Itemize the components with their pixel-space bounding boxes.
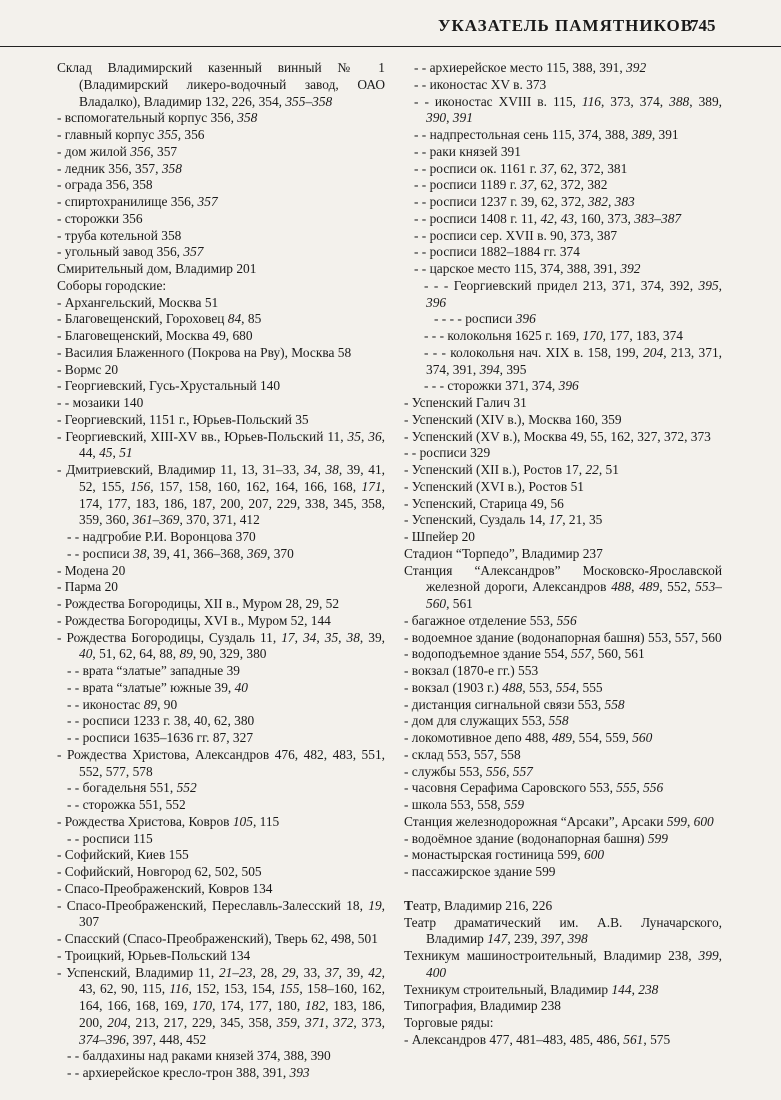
index-entry: - Софийский, Киев 155 [57,847,189,863]
index-entry: - Вормс 20 [57,361,119,377]
index-entry: - - царское место 115, 374, 388, 391, 392 [414,261,641,276]
index-entry: - службы 553, 556, 557 [404,763,533,779]
index-entry: Типография, Владимир 238 [404,998,562,1014]
index-entry: Техникум строительный, Владимир 144, 238 [404,981,659,997]
index-entry: - Георгиевский, 1151 г., Юрьев-Польский 35 [57,411,309,427]
index-entry: - - мозаики 140 [57,395,144,410]
index-entry: - вокзал (1903 г.) 488, 553, 554, 555 [404,679,603,695]
running-header [0,14,781,47]
index-entry: - водоемное здание (водонапорная башня) 553, 557, 560 [404,629,722,645]
index-entry: - пассажирское здание 599 [404,864,556,879]
index-entry: Склад Владимирский казенный винный № 1 (Владимирский ликеро-водочный завод, ОАО Владалко), Владимир 132, 226, 354, 355–358 [57,60,385,109]
index-entry: Торговые ряды: [404,1015,494,1030]
index-entry: - Троицкий, Юрьев-Польский 134 [57,947,251,963]
index-entry: - - - - росписи 396 [434,311,536,327]
index-entry: - ограда 356, 358 [57,177,153,193]
index-entry: - Успенский, Старица 49, 56 [404,495,564,511]
index-entry: - - балдахины над раками князей 374, 388, 390 [67,1048,331,1064]
index-entry: - - архиерейское кресло-трон 388, 391, 393 [67,1065,310,1080]
index-entry: - - росписи 1237 г. 39, 62, 372, 382, 383 [414,194,635,209]
index-entry: - - сторожка 551, 552 [67,797,186,812]
index-entry: Театр драматический им. А.В. Луначарского, Владимир 147, 239, 397, 398 [404,914,722,947]
index-entry: - - - колокольня 1625 г. 169, 170, 177, 183, 374 [424,328,683,343]
index-entry: - Успенский (XII в.), Ростов 17, 22, 51 [404,462,619,477]
index-entry: - - росписи ок. 1161 г. 37, 62, 372, 381 [414,160,628,176]
index-entry: - Успенский (XVI в.), Ростов 51 [404,478,584,494]
index-entry: - часовня Серафима Саровского 553, 555, 556 [404,780,664,796]
index-entry: - водоёмное здание (водонапорная башня) 599 [404,830,668,846]
index-entry: - - иконостас XVIII в. 115, 116, 373, 374, 388, 389, 390, 391 [414,93,722,126]
index-entry: - - росписи 115 [67,830,153,846]
index-entry: Техникум машиностроительный, Владимир 238, 399, 400 [404,948,722,980]
index-entry: - - росписи 1189 г. 37, 62, 372, 382 [414,177,608,193]
index-entry: - - росписи 329 [404,445,491,461]
index-entry: - Александров 477, 481–483, 485, 486, 561, 575 [404,1031,671,1047]
index-entry: - Рождества Христова, Александров 476, 482, 483, 551, 552, 577, 578 [57,746,385,779]
index-entry: - Шпейер 20 [404,529,475,544]
running-header-title: УКАЗАТЕЛЬ ПАМЯТНИКОВ [438,16,694,35]
page-number: 745 [690,16,716,35]
index-entry: Театр, Владимир 216, 226 [404,897,553,913]
index-entry: - - - Георгиевский придел 213, 371, 374, 392, 395, 396 [424,277,722,310]
index-entry: - угольный завод 356, 357 [57,244,204,260]
index-entry: - дистанция сигнальной связи 553, 558 [404,696,625,712]
index-entry: - - иконостас 89, 90 [67,696,178,712]
index-entry: - Парма 20 [57,579,118,595]
section-gap [404,881,722,898]
index-entry: - Рождества Богородицы, Суздаль 11, 17, 34, 35, 38, 39, 40, 51, 62, 64, 88, 89, 90, 329, 380 [57,629,386,662]
index-entry: - Василия Блаженного (Покрова на Рву), Москва 58 [57,344,352,360]
index-entry: - Успенский Галич 31 [404,395,527,410]
index-entry: Соборы городские: [57,277,167,293]
index-entry: - Благовещенский, Москва 49, 680 [57,328,253,343]
index-entry: Станция “Александров” Московско-Ярославской железной дороги, Александров 488, 489, 552, 553–560, 561 [404,562,722,611]
index-entry: Станция железнодорожная “Арсаки”, Арсаки 599, 600 [404,813,714,829]
index-entry: - вспомогательный корпус 356, 358 [57,110,258,126]
index-entry: - Успенский (XV в.), Москва 49, 55, 162, 327, 372, 373 [404,428,711,444]
index-entry: - Рождества Богородицы, XVI в., Муром 52, 144 [57,612,331,628]
index-entry: - спиртохранилище 356, 357 [57,194,218,209]
index-entry: - - надпрестольная сень 115, 374, 388, 389, 391 [414,127,679,142]
index-entry: Стадион “Торпедо”, Владимир 237 [404,545,603,561]
index-entry: - Рождества Христова, Ковров 105, 115 [57,813,280,829]
index-entry: - главный корпус 355, 356 [57,127,205,142]
index-entry: - Модена 20 [57,562,126,578]
index-entry: - - росписи 38, 39, 41, 366–368, 369, 370 [67,545,294,561]
index-entry: Смирительный дом, Владимир 201 [57,261,257,276]
index-entry: - Благовещенский, Гороховец 84, 85 [57,311,262,327]
index-entry: - сторожки 356 [57,210,143,226]
index-entry: - - росписи 1408 г. 11, 42, 43, 160, 373, 383–387 [414,210,682,226]
index-entry: - склад 553, 557, 558 [404,746,521,762]
index-entry: - Успенский, Суздаль 14, 17, 21, 35 [404,512,603,528]
index-entry: - Георгиевский, XIII-XV вв., Юрьев-Польский 11, 35, 36, 44, 45, 51 [57,428,386,461]
index-entry: - Успенский, Владимир 11, 21–23, 28, 29, 33, 37, 39, 42, 43, 62, 90, 115, 116, 152, 153, 154, 155, 158–160, 162, 164, 166, 168, 169, 170, 174, 177, 180, 182, 183, 186, 200, 204, 213, 217, 229, 345, 358, 359, 371, 372, 373, 374–396, 397, 448, 452 [57,964,386,1047]
index-column-right [404,60,722,1049]
index-entry: - ледник 356, 357, 358 [57,160,182,176]
index-entry: - дом для служащих 553, 558 [404,713,569,729]
index-entry: - - росписи 1882–1884 гг. 374 [414,244,580,260]
index-entry: - водоподъемное здание 554, 557, 560, 561 [404,646,645,662]
index-entry: - Георгиевский, Гусь-Хрустальный 140 [57,378,281,394]
index-entry: - - врата “златые” западные 39 [67,663,240,678]
index-entry: - Спасо-Преображенский, Ковров 134 [57,880,273,896]
index-entry: - - росписи 1635–1636 гг. 87, 327 [67,730,254,745]
index-entry: - - раки князей 391 [414,143,521,159]
index-entry: - монастырская гостиница 599, 600 [404,847,605,863]
index-entry: - Спасо-Преображенский, Переславль-Залесский 18, 19, 307 [57,897,385,930]
index-entry: - багажное отделение 553, 556 [404,612,577,628]
index-entry: - дом жилой 356, 357 [57,143,178,159]
index-entry: - локомотивное депо 488, 489, 554, 559, 560 [404,730,653,745]
index-entry: - - - сторожки 371, 374, 396 [424,378,579,394]
index-entry: - Успенский (XIV в.), Москва 160, 359 [404,411,622,427]
index-column-left [57,60,385,1082]
index-entry: - - - колокольня нач. XIX в. 158, 199, 204, 213, 371, 374, 391, 394, 395 [424,344,722,377]
index-entry: - - росписи 1233 г. 38, 40, 62, 380 [67,713,255,729]
index-entry: - - иконостас XV в. 373 [414,76,547,92]
index-entry: - Спасский (Спасо-Преображенский), Тверь 62, 498, 501 [57,931,378,946]
index-entry: - - архиерейское место 115, 388, 391, 392 [414,60,647,75]
index-entry: - - надгробие Р.И. Воронцова 370 [67,529,256,544]
index-entry: - - богадельня 551, 552 [67,780,197,796]
index-entry: - Дмитриевский, Владимир 11, 13, 31–33, 34, 38, 39, 41, 52, 155, 156, 157, 158, 160, 162, 164, 166, 168, 171, 174, 177, 183, 186, 187, 200, 207, 229, 338, 345, 358, 359, 360, 361–369, 370, 371, 412 [57,462,386,528]
index-entry: - Архангельский, Москва 51 [57,294,219,310]
index-entry: - труба котельной 358 [57,227,182,243]
index-entry: - школа 553, 558, 559 [404,797,525,812]
index-entry: - Софийский, Новгород 62, 502, 505 [57,864,262,879]
index-entry: - - врата “златые” южные 39, 40 [67,679,248,695]
index-entry: - Рождества Богородицы, XII в., Муром 28, 29, 52 [57,596,340,611]
index-entry: - - росписи сер. XVII в. 90, 373, 387 [414,227,618,243]
index-entry: - вокзал (1870-е гг.) 553 [404,663,539,678]
